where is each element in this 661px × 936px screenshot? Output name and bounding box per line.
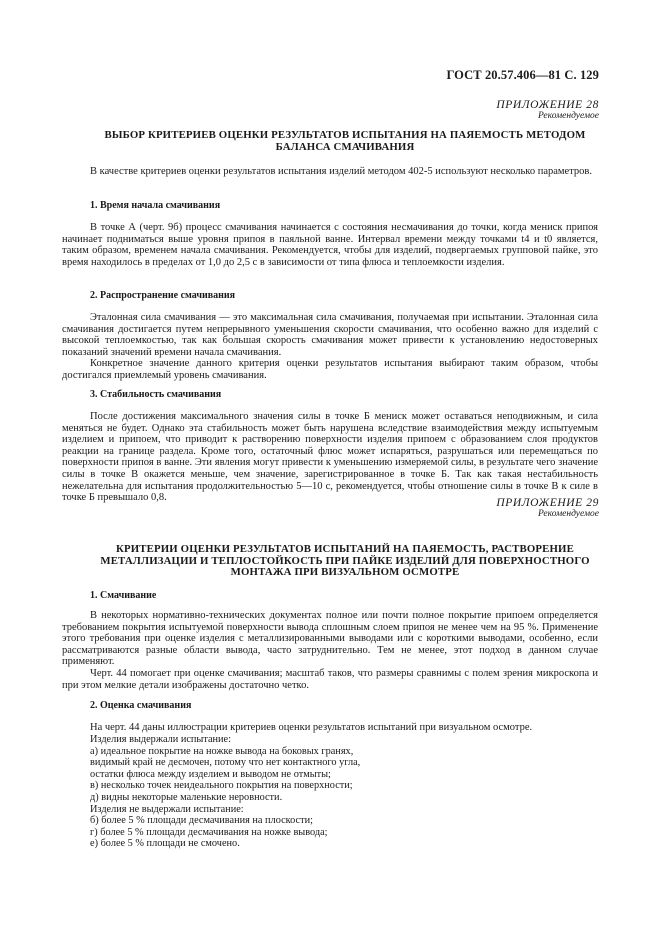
paragraph-text: Черт. 44 помогает при оценке смачивания; масштаб таков, что размеры сравнимы с полем зрения микроскопа и при этом мелкие детали изображены достаточно четко. [62,667,598,691]
appendix-number: ПРИЛОЖЕНИЕ 29 [496,497,599,509]
list-item: в) несколько точек неидеального покрытия на поверхности; [90,780,353,792]
heading-wetting: 1. Смачивание [90,590,157,601]
appendix-status: Рекомендуемое [537,111,599,121]
appendix-29-label [496,498,599,520]
appendix-28-label [496,100,599,122]
paragraph-wetting-evaluation [62,722,598,734]
paragraph-text: На черт. 44 даны иллюстрации критериев оценки результатов испытаний при визуальном осмотре. [90,722,533,733]
heading-wetting-stability: 3. Стабильность смачивания [90,389,222,400]
paragraph-wetting-start [62,222,598,268]
section-title-2: КРИТЕРИИ ОЦЕНКИ РЕЗУЛЬТАТОВ ИСПЫТАНИЙ НА ПАЯЕМОСТЬ, РАСТВОРЕНИЕ МЕТАЛЛИЗАЦИИ И ТЕПЛОСТОЙКОСТЬ ПРИ ПАЙКЕ ИЗДЕЛИЙ ДЛЯ ПОВЕРХНОСТНОГО МОНТАЖА ПРИ ВИЗУАЛЬНОМ ОСМОТРЕ [100,543,590,578]
intro-paragraph [62,166,598,178]
list-item: д) видны некоторые маленькие неровности. [90,791,283,803]
page-header: ГОСТ 20.57.406—81 С. 129 [446,68,599,82]
heading-wetting-evaluation: 2. Оценка смачивания [90,700,192,711]
list-item: г) более 5 % площади десмачивания на ножке вывода; [90,826,328,838]
heading-wetting-start: 1. Время начала смачивания [90,200,221,211]
paragraph-text: Эталонная сила смачивания — это максимальная сила смачивания, получаемая при испытании. Эталонная сила смачивания достигается путем непрерывного уменьшения скорости смачивания, что особенно важно для изделий с высокой теплоемкостью, так как большая скорость смачивания может привести к установлению недостоверных показаний значений времени начала смачивания. [62,312,598,358]
list-item: е) более 5 % площади не смочено. [90,838,240,850]
list-item: а) идеальное покрытие на ножке вывода на боковых гранях, [90,745,354,757]
appendix-number: ПРИЛОЖЕНИЕ 28 [496,99,599,111]
list-item: б) более 5 % площади десмачивания на плоскости; [90,815,314,827]
intro-text: В качестве критериев оценки результатов испытания изделий методом 402-5 используют несколько параметров. [90,166,593,177]
evaluation-list [90,734,600,850]
list-item: видимый край не десмочен, потому что нет контактного угла, [90,757,361,769]
section-title-1: ВЫБОР КРИТЕРИЕВ ОЦЕНКИ РЕЗУЛЬТАТОВ ИСПЫТАНИЯ НА ПАЯЕМОСТЬ МЕТОДОМ БАЛАНСА СМАЧИВАНИЯ [104,129,586,153]
paragraph-text: В точке А (черт. 9б) процесс смачивания начинается с состояния несмачивания до точки, когда мениск припоя начинает подниматься выше уровня припоя в паяльной ванне. Интервал времени между точками t4 и t0 является, таким образом, временем начала смачивания. Рекомендуется, чтобы для изделий, подвергаемых групповой пайке, это время находилось в пределах от 1,0 до 2,5 с в зависимости от типа флюса и теплоемкости изделия. [62,222,598,268]
heading-wetting-spread: 2. Распространение смачивания [90,290,236,301]
list-item: остатки флюса между изделием и выводом не отмыты; [90,768,331,780]
paragraph-text: Конкретное значение данного критерия оценки результатов испытания выбирают таким образом, чтобы достигался приемлемый уровень смачивания. [62,358,598,381]
paragraph-wetting-stability [62,411,598,504]
paragraph-wetting [62,610,598,691]
paragraph-text: В некоторых нормативно-технических документах полное или почти полное покрытие припоем определяется требованием покрытия испытуемой поверхности вывода сплошным слоем припоя не менее чем на 95 %. Применение этого требования при оценке изделия с металлизированными выводами или с короткими выводами, особенно, если рассматриваются разные области вывода, часто затруднительно. Тем не менее, этот подход в данном случае применяют. [62,610,598,668]
list-item: Изделия выдержали испытание: [90,734,231,745]
paragraph-wetting-spread [62,312,598,382]
list-item: Изделия не выдержали испытание: [90,803,244,815]
paragraph-text: После достижения максимального значения силы в точке Б мениск может оставаться неподвижным, и сила меняться не будет. Однако эта стабильность может быть нарушена вследствие взаимодействия между испытуемым изделием и припоем, что приводит к растворению поверхности изделия припоем с образованием слоя продуктов реакции на границе раздела. Кроме того, остаточный флюс может испаряться, разрушаться или перемещаться по поверхности припоя в ванне. Эти явления могут привести к уменьшению измеряемой силы, в результате чего значение силы в точке В окажется меньше, чем значение, зарегистрированное в точке Б. Так как такая нестабильность нежелательна для испытания продолжительностью 5—10 с, рекомендуется, чтобы отношение силы в точке В к силе в точке Б превышало 0,8. [62,411,598,504]
appendix-status: Рекомендуемое [537,509,599,519]
